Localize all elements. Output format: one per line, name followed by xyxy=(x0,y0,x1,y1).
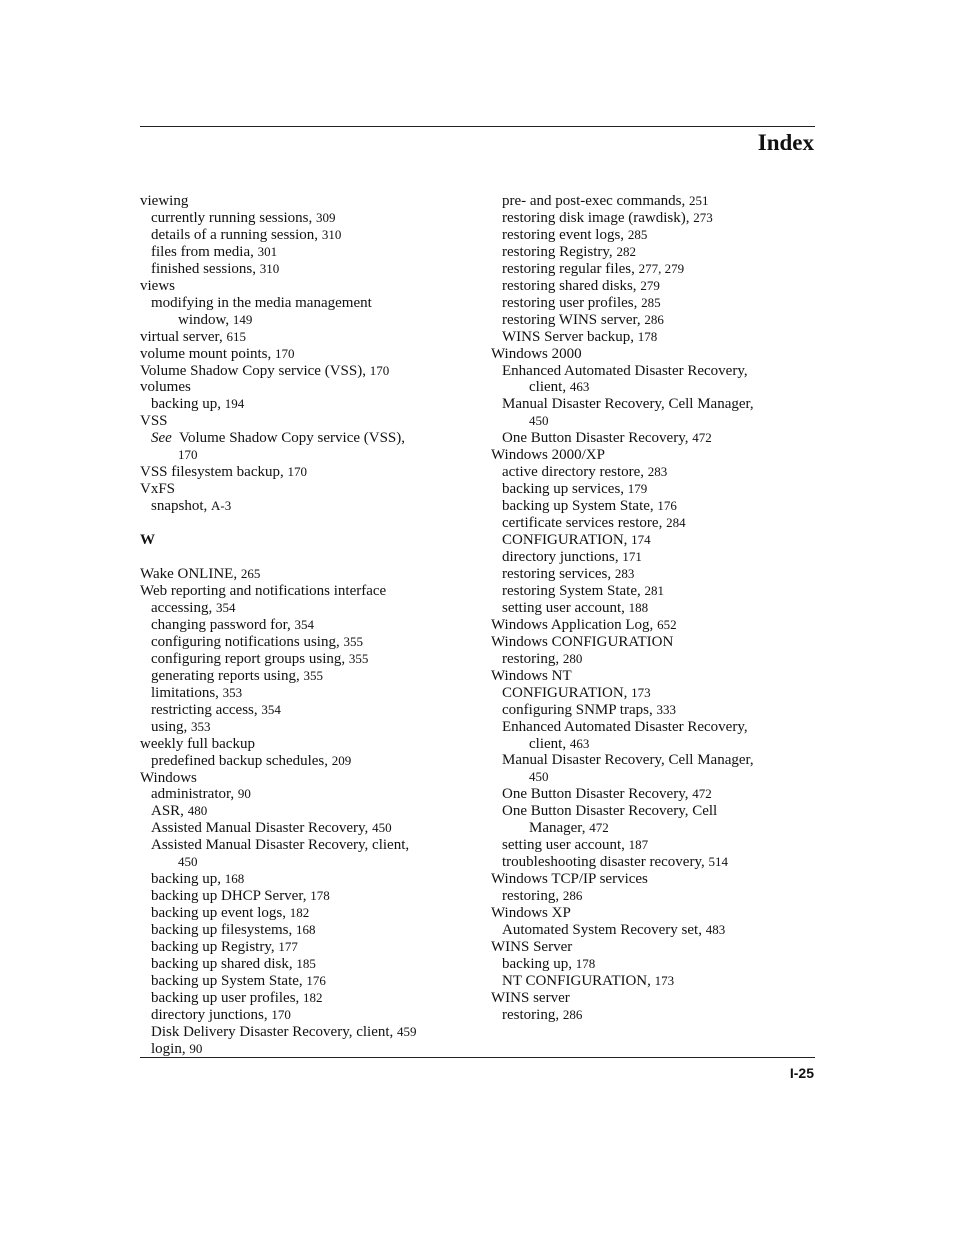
index-subentry xyxy=(140,617,480,634)
entry-text: Assisted Manual Disaster Recovery, xyxy=(151,820,373,837)
entry-text: Web reporting and notifications interface xyxy=(140,583,387,600)
entry-text: generating reports using, xyxy=(151,667,304,684)
index-subentry xyxy=(140,719,480,736)
index-subentry xyxy=(491,888,816,905)
page-reference: 182 xyxy=(303,989,323,1005)
index-subentry xyxy=(491,244,816,261)
index-subentry xyxy=(140,939,480,956)
index-subentry xyxy=(491,464,816,481)
page-reference: 178 xyxy=(575,955,596,971)
entry-text: virtual server, xyxy=(140,328,227,345)
index-subentry xyxy=(491,498,816,515)
entry-text: accessing, xyxy=(151,599,216,616)
entry-text: backing up event logs, xyxy=(151,905,290,922)
index-subentry xyxy=(491,973,816,990)
entry-text: files from media, xyxy=(151,243,258,260)
entry-text: Manual Disaster Recovery, Cell Manager, xyxy=(502,752,754,769)
index-subentry xyxy=(140,227,480,244)
page-reference: 286 xyxy=(644,311,664,327)
index-column-left xyxy=(140,193,480,1058)
index-subentry xyxy=(491,769,816,786)
index-subentry xyxy=(140,447,480,464)
index-subentry xyxy=(140,973,480,990)
page-reference: 310 xyxy=(259,260,280,276)
entry-text: setting user account, xyxy=(502,599,629,616)
index-subentry xyxy=(491,1007,816,1024)
index-subentry xyxy=(140,295,480,312)
page-reference: A-3 xyxy=(211,498,232,514)
entry-text: finished sessions, xyxy=(151,260,260,277)
entry-text: modifying in the media management xyxy=(151,294,372,311)
index-subentry xyxy=(491,803,816,820)
entry-text: VxFS xyxy=(140,481,176,498)
page-reference: 194 xyxy=(224,396,245,412)
index-subentry xyxy=(140,261,480,278)
entry-text: snapshot, xyxy=(151,498,211,515)
index-subentry xyxy=(140,651,480,668)
entry-text: backing up, xyxy=(151,871,225,888)
index-subentry xyxy=(140,905,480,922)
index-entry xyxy=(140,566,480,583)
page-reference: 209 xyxy=(331,752,352,768)
section-letter: W xyxy=(140,532,155,549)
page-reference: 286 xyxy=(562,888,583,904)
index-entry xyxy=(491,939,816,956)
index-subentry xyxy=(491,820,816,837)
page-reference: 187 xyxy=(628,837,649,853)
page-reference: 173 xyxy=(654,972,675,988)
index-entry xyxy=(140,193,480,210)
page-reference: 483 xyxy=(705,921,726,937)
page-reference: 450 xyxy=(178,854,198,870)
entry-text: window, xyxy=(178,311,233,328)
index-subentry xyxy=(491,329,816,346)
index-subentry xyxy=(140,634,480,651)
page-reference: 279 xyxy=(640,277,660,293)
page-reference: 450 xyxy=(529,769,549,785)
entry-text: restoring, xyxy=(502,650,563,667)
page-reference: 285 xyxy=(627,226,648,242)
index-subentry xyxy=(491,481,816,498)
page-reference: 285 xyxy=(641,294,661,310)
index-subentry xyxy=(491,261,816,278)
index-subentry xyxy=(140,990,480,1007)
entry-text: pre- and post-exec commands, xyxy=(502,193,690,209)
page-reference: 283 xyxy=(614,565,635,581)
index-subentry xyxy=(491,549,816,566)
index-subentry xyxy=(140,956,480,973)
index-entry xyxy=(140,413,480,430)
page-reference: 463 xyxy=(569,379,590,395)
entry-text: backing up user profiles, xyxy=(151,989,304,1006)
index-subentry xyxy=(491,837,816,854)
entry-text: active directory restore, xyxy=(502,464,648,481)
page-reference: 283 xyxy=(647,464,668,480)
page-reference: 333 xyxy=(656,701,676,717)
page-reference: 149 xyxy=(232,311,253,327)
index-entry xyxy=(140,464,480,481)
index-subentry xyxy=(491,295,816,312)
index-subentry xyxy=(140,1024,480,1041)
entry-text: views xyxy=(140,277,175,294)
index-subentry xyxy=(491,515,816,532)
index-subentry xyxy=(140,854,480,871)
entry-text: Windows XP xyxy=(491,905,571,922)
entry-text: VSS filesystem backup, xyxy=(140,464,288,481)
index-subentry xyxy=(491,719,816,736)
index-subentry xyxy=(491,702,816,719)
index-subentry xyxy=(140,244,480,261)
page-reference: 463 xyxy=(569,735,590,751)
index-subentry xyxy=(140,210,480,227)
page-reference: 174 xyxy=(631,532,651,548)
page-reference: 179 xyxy=(627,481,648,497)
page-reference: 170 xyxy=(178,447,198,463)
index-subentry xyxy=(140,837,480,854)
entry-text: backing up Registry, xyxy=(151,939,279,956)
page-reference: 652 xyxy=(657,616,677,632)
entry-text: administrator, xyxy=(151,786,238,803)
index-subentry xyxy=(140,498,480,515)
page-reference: 281 xyxy=(644,582,664,598)
entry-text: using, xyxy=(151,718,192,735)
page-reference: 90 xyxy=(189,1040,203,1056)
entry-text: Enhanced Automated Disaster Recovery, xyxy=(502,362,748,379)
page-reference: 185 xyxy=(296,955,316,971)
entry-text: Wake ONLINE, xyxy=(140,566,241,583)
page-reference: 178 xyxy=(637,328,658,344)
page-reference: 310 xyxy=(321,226,342,242)
entry-text: currently running sessions, xyxy=(151,209,316,226)
entry-text: Automated System Recovery set, xyxy=(502,921,706,938)
entry-text: Windows 2000 xyxy=(491,345,582,362)
entry-text: One Button Disaster Recovery, xyxy=(502,430,693,447)
index-subentry xyxy=(140,888,480,905)
entry-text: Manager, xyxy=(529,820,590,837)
page-title: Index xyxy=(757,130,814,155)
entry-text: Windows TCP/IP services xyxy=(491,871,648,888)
entry-text: restoring user profiles, xyxy=(502,294,642,311)
page-reference: 472 xyxy=(692,430,712,446)
entry-text: limitations, xyxy=(151,684,223,701)
entry-text: backing up, xyxy=(502,955,576,972)
entry-text: Manual Disaster Recovery, Cell Manager, xyxy=(502,396,754,413)
page-reference: 168 xyxy=(295,922,316,938)
page-reference: 450 xyxy=(372,820,392,836)
index-entry xyxy=(140,481,480,498)
index-entry xyxy=(491,617,816,634)
page-reference: 354 xyxy=(215,599,236,615)
entry-text: backing up System State, xyxy=(502,498,658,515)
entry-text: weekly full backup xyxy=(140,735,255,752)
entry-text: volume mount points, xyxy=(140,345,275,362)
page-reference: 353 xyxy=(222,684,243,700)
index-subentry xyxy=(491,278,816,295)
page-reference: 90 xyxy=(237,786,251,802)
entry-text: Assisted Manual Disaster Recovery, client, xyxy=(151,837,410,854)
entry-text: setting user account, xyxy=(502,837,629,854)
index-subentry xyxy=(491,210,816,227)
entry-text: client, xyxy=(529,379,570,396)
entry-text: volumes xyxy=(140,379,191,396)
entry-text: Windows xyxy=(140,769,197,786)
entry-text: restoring, xyxy=(502,1006,563,1023)
page-reference: 355 xyxy=(343,633,363,649)
index-subentry xyxy=(140,668,480,685)
entry-text: restoring regular files, xyxy=(502,260,639,277)
index-subentry xyxy=(140,312,480,329)
page-reference: 615 xyxy=(226,328,246,344)
index-subentry xyxy=(491,854,816,871)
entry-text: configuring report groups using, xyxy=(151,650,349,667)
index-entry xyxy=(140,329,480,346)
index-subentry xyxy=(491,193,816,210)
page-number: I-25 xyxy=(789,1065,814,1081)
page-reference: 301 xyxy=(257,243,278,259)
entry-text: restoring System State, xyxy=(502,582,645,599)
page-reference: 170 xyxy=(369,362,390,378)
index-subentry xyxy=(140,430,480,447)
entry-text: client, xyxy=(529,735,570,752)
index-subentry xyxy=(491,922,816,939)
page-reference: 251 xyxy=(689,193,709,208)
entry-text: directory junctions, xyxy=(151,1006,272,1023)
page-reference: 353 xyxy=(191,718,211,734)
entry-text: restricting access, xyxy=(151,701,262,718)
index-column-right xyxy=(491,193,816,1024)
entry-text: WINS Server backup, xyxy=(502,328,638,345)
index-entry xyxy=(140,379,480,396)
entry-text: login, xyxy=(151,1040,190,1057)
index-subentry xyxy=(491,566,816,583)
page-reference: 182 xyxy=(289,905,310,921)
page-reference: 480 xyxy=(187,803,208,819)
entry-text: One Button Disaster Recovery, Cell xyxy=(502,803,718,820)
entry-text: One Button Disaster Recovery, xyxy=(502,786,693,803)
index-entry xyxy=(491,905,816,922)
entry-text: Volume Shadow Copy service (VSS), xyxy=(171,430,406,447)
index-subentry xyxy=(491,430,816,447)
entry-text: WINS server xyxy=(491,989,570,1006)
index-entry xyxy=(140,278,480,295)
index-subentry xyxy=(491,583,816,600)
page-reference: 472 xyxy=(589,820,609,836)
index-entry xyxy=(140,346,480,363)
index-subentry xyxy=(140,685,480,702)
see-reference: See xyxy=(151,430,172,447)
entry-text: directory junctions, xyxy=(502,549,623,566)
index-subentry xyxy=(491,600,816,617)
page-reference: 514 xyxy=(708,854,728,870)
index-subentry xyxy=(491,956,816,973)
entry-text: changing password for, xyxy=(151,616,295,633)
page-reference: 309 xyxy=(315,209,336,225)
page-reference: 265 xyxy=(240,566,261,582)
page-reference: 280 xyxy=(562,650,583,666)
index-subentry xyxy=(491,685,816,702)
index-subentry xyxy=(491,532,816,549)
spacer xyxy=(140,549,480,566)
page-reference: 177 xyxy=(278,939,298,955)
entry-text: viewing xyxy=(140,193,189,209)
entry-text: restoring, xyxy=(502,888,563,905)
index-subentry xyxy=(491,651,816,668)
index-subentry xyxy=(140,871,480,888)
page-reference: 286 xyxy=(562,1006,583,1022)
page-reference: 168 xyxy=(224,871,245,887)
entry-text: restoring services, xyxy=(502,565,615,582)
page-reference: 277, 279 xyxy=(638,260,685,276)
page-reference: 284 xyxy=(666,515,686,531)
entry-text: Windows Application Log, xyxy=(491,616,658,633)
page-reference: 472 xyxy=(692,786,712,802)
entry-text: backing up System State, xyxy=(151,972,307,989)
index-subentry xyxy=(491,312,816,329)
entry-text: VSS xyxy=(140,413,168,430)
index-entry xyxy=(491,871,816,888)
spacer xyxy=(140,515,480,532)
entry-text: Windows 2000/XP xyxy=(491,447,605,464)
entry-text: restoring shared disks, xyxy=(502,277,641,294)
index-subentry xyxy=(140,786,480,803)
page-reference: 171 xyxy=(622,549,642,565)
index-subentry xyxy=(140,1007,480,1024)
page-reference: 282 xyxy=(616,243,636,259)
entry-text: CONFIGURATION, xyxy=(502,532,632,549)
entry-text: backing up filesystems, xyxy=(151,922,296,939)
index-entry xyxy=(140,736,480,753)
page-reference: 178 xyxy=(310,888,330,904)
index-subentry xyxy=(491,413,816,430)
index-subentry xyxy=(491,786,816,803)
entry-text: Windows CONFIGURATION xyxy=(491,633,674,650)
index-subentry xyxy=(491,752,816,769)
entry-text: restoring event logs, xyxy=(502,226,628,243)
index-entry xyxy=(140,770,480,787)
entry-text: ASR, xyxy=(151,803,188,820)
entry-text: restoring Registry, xyxy=(502,243,617,260)
index-entry xyxy=(140,583,480,600)
entry-text: NT CONFIGURATION, xyxy=(502,972,655,989)
index-subentry xyxy=(491,396,816,413)
page-reference: 355 xyxy=(348,650,369,666)
entry-text: backing up, xyxy=(151,396,225,413)
page-reference: 176 xyxy=(306,972,326,988)
entry-text: CONFIGURATION, xyxy=(502,684,632,701)
index-subentry xyxy=(491,379,816,396)
page-reference: 355 xyxy=(303,667,323,683)
page-reference: 188 xyxy=(628,599,649,615)
entry-text: configuring SNMP traps, xyxy=(502,701,657,718)
index-subentry xyxy=(140,922,480,939)
index-entry xyxy=(140,363,480,380)
entry-text: Disk Delivery Disaster Recovery, client, xyxy=(151,1023,398,1040)
index-subentry xyxy=(140,702,480,719)
entry-text: details of a running session, xyxy=(151,226,322,243)
index-subentry xyxy=(140,600,480,617)
index-entry xyxy=(491,346,816,363)
entry-text: Windows NT xyxy=(491,667,572,684)
index-subentry xyxy=(140,820,480,837)
index-subentry xyxy=(140,753,480,770)
index-entry xyxy=(491,447,816,464)
footer-rule xyxy=(140,1057,815,1058)
entry-text: backing up services, xyxy=(502,481,628,498)
page-reference: 170 xyxy=(287,464,307,480)
entry-text: restoring WINS server, xyxy=(502,311,645,328)
index-entry xyxy=(491,668,816,685)
page-reference: 354 xyxy=(294,616,315,632)
header-rule xyxy=(140,126,815,127)
index-entry xyxy=(491,634,816,651)
entry-text: Volume Shadow Copy service (VSS), xyxy=(140,362,370,379)
entry-text: restoring disk image (rawdisk), xyxy=(502,209,694,226)
page-reference: 459 xyxy=(397,1023,417,1039)
entry-text: backing up DHCP Server, xyxy=(151,888,311,905)
page-reference: 450 xyxy=(529,413,549,429)
entry-text: backing up shared disk, xyxy=(151,955,297,972)
index-subentry xyxy=(140,1041,480,1058)
index-subentry xyxy=(140,396,480,413)
entry-text: certificate services restore, xyxy=(502,515,667,532)
page-reference: 170 xyxy=(271,1006,291,1022)
index-subentry xyxy=(140,803,480,820)
index-subentry xyxy=(491,736,816,753)
entry-text: WINS Server xyxy=(491,938,573,955)
page-reference: 173 xyxy=(631,684,651,700)
entry-text: configuring notifications using, xyxy=(151,633,344,650)
entry-text: troubleshooting disaster recovery, xyxy=(502,854,709,871)
page-reference: 176 xyxy=(657,498,677,514)
index-subentry xyxy=(491,363,816,380)
entry-text: Enhanced Automated Disaster Recovery, xyxy=(502,718,748,735)
entry-text: predefined backup schedules, xyxy=(151,752,332,769)
index-subentry xyxy=(491,227,816,244)
index-entry xyxy=(491,990,816,1007)
page-reference: 273 xyxy=(693,209,713,225)
page-reference: 354 xyxy=(261,701,281,717)
page-reference: 170 xyxy=(275,345,295,361)
